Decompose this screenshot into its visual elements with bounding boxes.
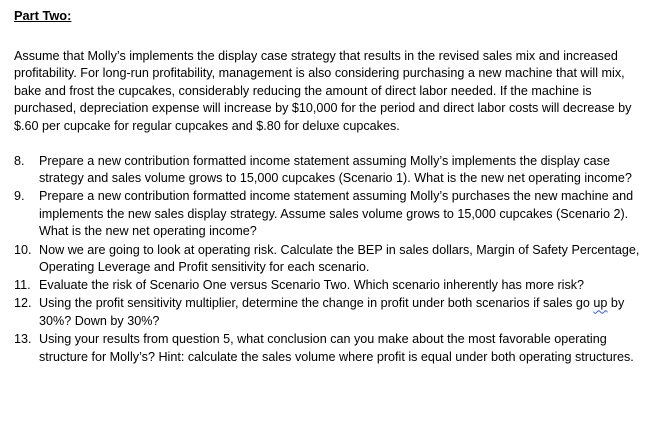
question-item — [14, 295, 647, 330]
intro-paragraph: Assume that Molly’s implements the display case strategy that results in the revised sales mix and increased profitability. For long-run profitability, management is also considering purchasing a new machine that will mix, bake and frost the cupcakes, considerably reducing the amount of direct labor needed. If the machine is purchased, depreciation expense will increase by $10,000 for the period and direct labor costs will decrease by $.60 per cupcake for regular cupcakes and $.80 for deluxe cupcakes. — [14, 48, 632, 133]
question-number: 13. — [14, 332, 32, 346]
section-heading: Part Two: — [14, 8, 72, 23]
question-list — [14, 153, 648, 367]
question-item — [14, 153, 647, 188]
question-number: 11. — [14, 278, 31, 293]
question-item — [14, 331, 647, 366]
question-text: Prepare a new contribution formatted income statement assuming Molly’s purchases the new machine and implements the new sales display strategy. Assume sales volume grows to 15,000 cupcakes (Scenario 2). What is the new net operating income? — [39, 189, 634, 239]
question-text-before: Using the profit sensitivity multiplier, determine the change in profit under both scenarios if sales go — [39, 296, 594, 311]
question-text-after: by 30%? Down by 30%? — [39, 296, 625, 328]
question-item — [14, 277, 647, 295]
question-text: Now we are going to look at operating risk. Calculate the BEP in sales dollars, Margin of Safety Percentage, Operating Leverage and Profit sensitivity for each scenario. — [39, 242, 640, 275]
question-text: Evaluate the risk of Scenario One versus Scenario Two. Which scenario inherently has more risk? — [39, 278, 585, 293]
document-page — [14, 7, 648, 367]
question-number: 12. — [14, 296, 32, 311]
question-text — [39, 295, 647, 330]
question-number: 10. — [14, 242, 32, 257]
question-text: Using your results from question 5, what conclusion can you make about the most favorable operating structure for Molly’s? Hint: calculate the sales volume where profit is equal under both operating structures. — [39, 332, 634, 364]
spellcheck-flagged-word[interactable]: up — [593, 296, 608, 311]
question-text: Prepare a new contribution formatted income statement assuming Molly’s implements the display case strategy and sales volume grows to 15,000 cupcakes (Scenario 1). What is the new net operating income? — [39, 153, 632, 186]
question-item — [14, 242, 647, 277]
question-number: 9. — [14, 189, 25, 204]
question-item — [14, 188, 647, 241]
question-number: 8. — [14, 153, 25, 168]
